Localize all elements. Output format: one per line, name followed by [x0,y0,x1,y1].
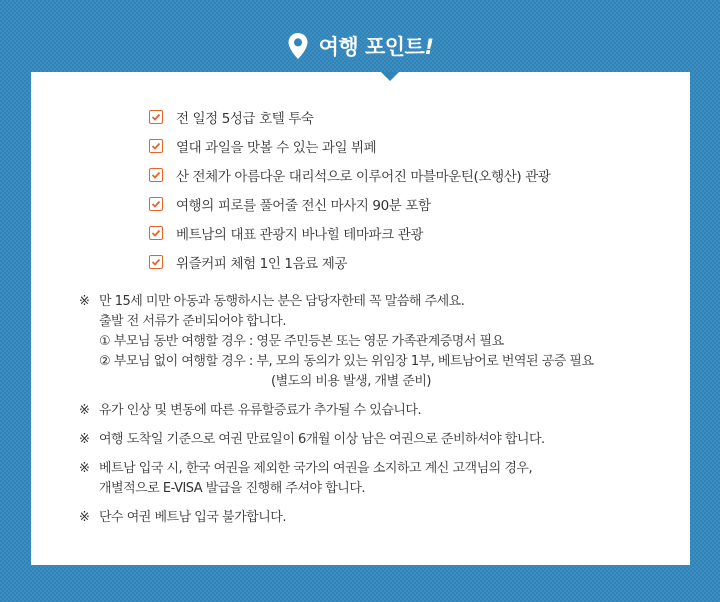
list-item [149,160,550,189]
content-card [31,72,690,565]
note-single-passport [79,508,679,528]
map-pin-icon [287,32,309,60]
note-line: 출발 전 서류가 준비되어야 합니다. [99,314,286,329]
section-header [0,28,720,64]
point-text: 여행의 피로를 풀어줄 전신 마사지 90분 포함 [176,197,431,214]
note-mark: ※ [79,432,90,447]
notes-section [79,292,679,537]
note-line: 베트남 입국 시, 한국 여권을 제외한 국가의 여권을 소지하고 계신 고객님의 경우, [99,461,533,476]
note-minor-travel [79,292,679,392]
note-line: 여행 도착일 기준으로 여권 만료일이 6개월 이상 남은 여권으로 준비하셔야 합니다. [99,432,545,447]
list-item [149,189,550,218]
title-exclamation: ! [424,35,434,59]
checkbox-icon [149,168,163,182]
note-line: 개별적으로 E-VISA 발급을 진행해 주셔야 합니다. [99,481,366,496]
checkbox-icon [149,255,163,269]
note-mark: ※ [79,461,90,476]
note-fuel-surcharge [79,401,679,421]
note-line: (별도의 비용 발생, 개별 준비) [271,374,431,389]
point-text: 위즐커피 체험 1인 1음료 제공 [176,255,347,272]
note-line: ② 부모님 없이 여행할 경우 : 부, 모의 동의가 있는 위임장 1부, 베트남어로 번역된 공증 필요 [99,354,594,369]
note-line: 유가 인상 및 변동에 따른 유류할증료가 추가될 수 있습니다. [99,403,422,418]
section-title: 여행 포인트! [318,35,434,59]
note-line: 단수 여권 베트남 입국 불가합니다. [99,510,286,525]
list-item [149,218,550,247]
checkbox-icon [149,226,163,240]
note-passport-validity [79,430,679,450]
note-mark: ※ [79,403,90,418]
checkbox-icon [149,139,163,153]
note-mark: ※ [79,294,90,309]
point-text: 산 전체가 아름다운 대리석으로 이루어진 마블마운틴(오행산) 관광 [176,168,551,185]
list-item [149,247,550,276]
point-text: 열대 과일을 맛볼 수 있는 과일 뷔페 [176,139,377,156]
list-item [149,102,550,131]
point-text: 전 일정 5성급 호텔 투숙 [176,110,314,127]
note-line: 만 15세 미만 아동과 동행하시는 분은 담당자한테 꼭 말씀해 주세요. [99,294,465,309]
list-item [149,131,550,160]
note-mark: ※ [79,510,90,525]
checkbox-icon [149,110,163,124]
point-text: 베트남의 대표 관광지 바나힐 테마파크 관광 [176,226,423,243]
travel-points-list [149,102,550,276]
checkbox-icon [149,197,163,211]
note-evisa [79,459,679,499]
card-notch [381,72,399,81]
note-line: ① 부모님 동반 여행할 경우 : 영문 주민등본 또는 영문 가족관계증명서 필요 [99,334,504,349]
